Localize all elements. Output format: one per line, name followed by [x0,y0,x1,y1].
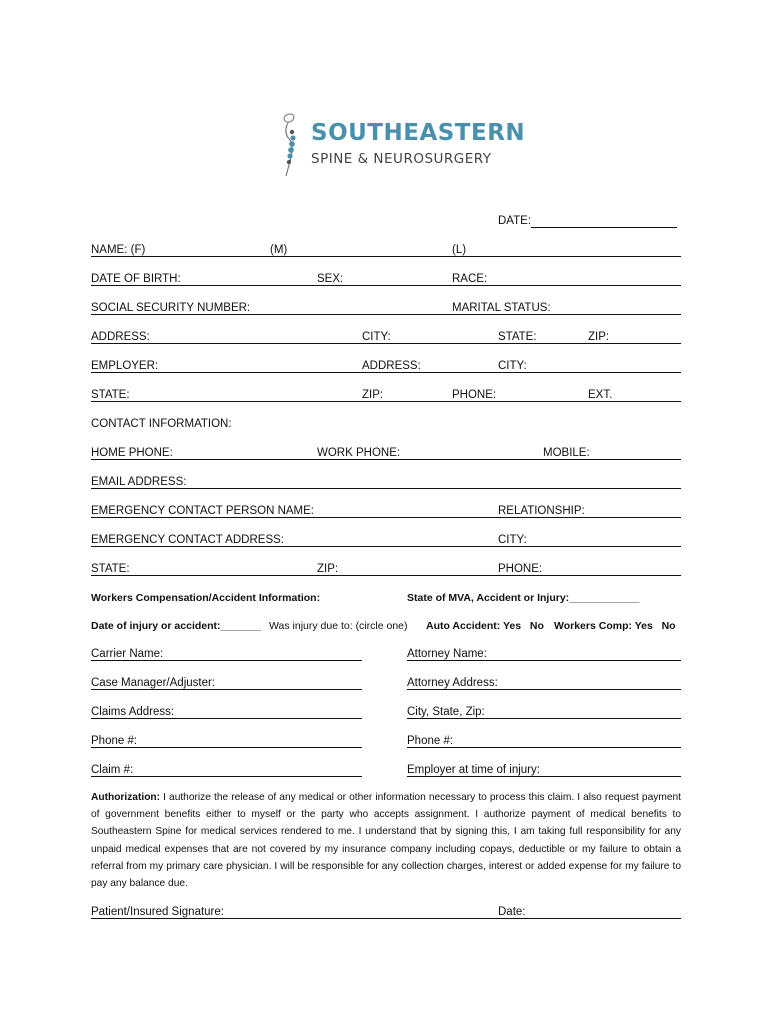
sex-label: SEX: [317,273,344,285]
employer-field[interactable] [91,372,681,373]
signature-field[interactable] [91,918,681,919]
date-label: DATE: [498,215,532,227]
employer-label: EMPLOYER: [91,360,159,372]
carrier-name-label: Carrier Name: [91,648,164,660]
case-manager-label: Case Manager/Adjuster: [91,677,216,689]
emergency-address-field[interactable] [91,546,681,547]
relationship-label: RELATIONSHIP: [498,505,585,517]
email-field[interactable] [91,488,681,489]
phone-left-field[interactable] [91,747,362,748]
name-last-label: (L) [452,244,467,256]
employer-state-label: STATE: [91,389,130,401]
employer-address-label: ADDRESS: [362,360,421,372]
employer-ext-label: EXT. [588,389,613,401]
city-label: CITY: [362,331,391,343]
logo [278,110,526,185]
emergency-zip-label: ZIP: [317,563,339,575]
name-first-label: NAME: (F) [91,244,146,256]
address-field[interactable] [91,343,681,344]
authorization-text: I authorize the release of any medical or other information necessary to process this claim. I also request payment of government benefits either to myself or the party who accepts assignment. I authorize payment of medical benefits to Southeastern Spine for medical services rendered to me. I understand that by signing this, I am taking full responsibility for any unpaid medical expenses that are not covered by my insurance company including copays, deductible or my failure to obtain a referral from my primary care physician. I will be responsible for any collection charges, interest or added expense for my failure to pay any balance due. [91,792,681,890]
auto-accident-option[interactable]: Auto Accident: Yes No [426,620,544,632]
race-label: RACE: [452,273,488,285]
emergency-phone-label: PHONE: [498,563,543,575]
emergency-name-field[interactable] [91,517,681,518]
ssn-marital-field[interactable] [91,314,681,315]
email-label: EMAIL ADDRESS: [91,476,187,488]
logo-name: SOUTHEASTERN [311,120,526,146]
workers-comp-option[interactable]: Workers Comp: Yes No [554,620,676,632]
attorney-address-label: Attorney Address: [407,677,498,689]
employer-zip-label: ZIP: [362,389,384,401]
address-label: ADDRESS: [91,331,150,343]
employer-state-field[interactable] [91,401,681,402]
emergency-city-label: CITY: [498,534,527,546]
home-phone-label: HOME PHONE: [91,447,173,459]
emergency-state-field[interactable] [91,575,681,576]
logo-subtitle: SPINE & NEUROSURGERY [311,151,492,167]
injury-due-label: Was injury due to: (circle one) [269,620,408,632]
state-label: STATE: [498,331,537,343]
dob-sex-race-field[interactable] [91,285,681,286]
authorization-label: Authorization: [91,792,161,803]
contact-info-heading: CONTACT INFORMATION: [91,418,232,430]
date-field[interactable] [531,227,677,228]
carrier-name-field[interactable] [91,660,362,661]
mobile-label: MOBILE: [543,447,590,459]
ssn-label: SOCIAL SECURITY NUMBER: [91,302,251,314]
work-phone-label: WORK PHONE: [317,447,401,459]
authorization-paragraph [91,789,681,892]
name-field[interactable] [91,256,681,257]
employer-city-label: CITY: [498,360,527,372]
zip-label: ZIP: [588,331,610,343]
state-mva-label: State of MVA, Accident or Injury:____________ [407,592,640,604]
emergency-state-label: STATE: [91,563,130,575]
case-manager-field[interactable] [91,689,362,690]
signature-label: Patient/Insured Signature: [91,906,224,918]
emergency-name-label: EMERGENCY CONTACT PERSON NAME: [91,505,315,517]
claims-address-field[interactable] [91,718,362,719]
marital-status-label: MARITAL STATUS: [452,302,551,314]
employer-at-injury-field[interactable] [407,776,681,777]
signature-date-label: Date: [498,906,526,918]
phones-field[interactable] [91,459,681,460]
date-injury-label: Date of injury or accident:_______ [91,620,262,632]
attorney-name-field[interactable] [407,660,681,661]
attorney-name-label: Attorney Name: [407,648,487,660]
dob-label: DATE OF BIRTH: [91,273,181,285]
phone-right-field[interactable] [407,747,681,748]
claims-address-label: Claims Address: [91,706,175,718]
phone-left-label: Phone #: [91,735,138,747]
attorney-address-field[interactable] [407,689,681,690]
claim-number-label: Claim #: [91,764,134,776]
workers-comp-heading: Workers Compensation/Accident Information: [91,592,321,604]
claim-number-field[interactable] [91,776,362,777]
employer-at-injury-label: Employer at time of injury: [407,764,540,776]
phone-right-label: Phone #: [407,735,454,747]
emergency-address-label: EMERGENCY CONTACT ADDRESS: [91,534,284,546]
employer-phone-label: PHONE: [452,389,497,401]
city-state-zip-field[interactable] [407,718,681,719]
name-middle-label: (M) [270,244,288,256]
city-state-zip-label: City, State, Zip: [407,706,485,718]
spine-logo-icon [278,110,308,180]
